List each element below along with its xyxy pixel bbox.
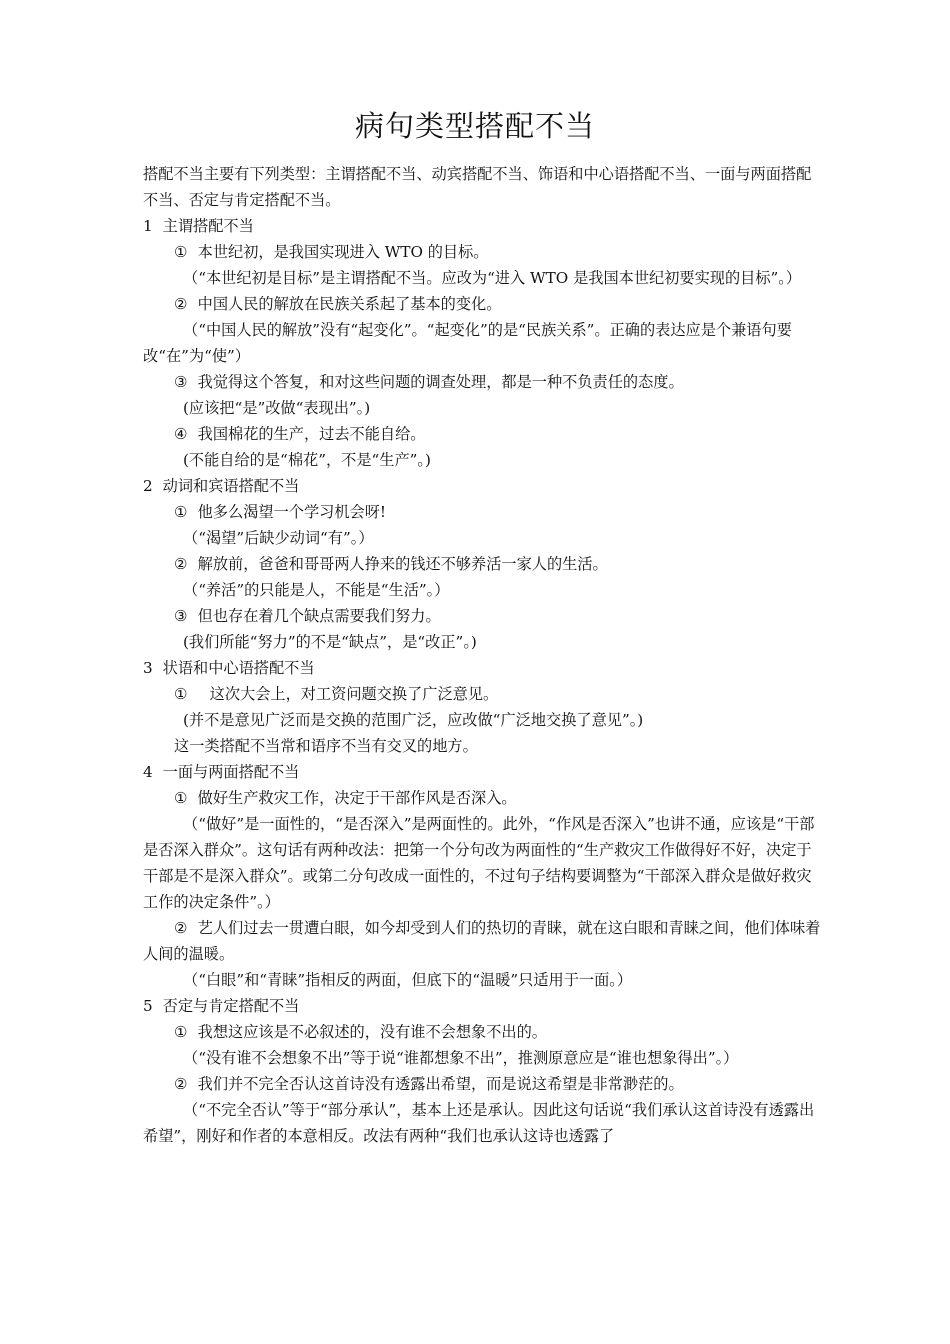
example-text: 中国人民的解放在民族关系起了基本的变化。 xyxy=(197,295,502,313)
section-number: 2 xyxy=(143,477,153,495)
example-1-2 xyxy=(143,291,823,317)
example-mark: ① xyxy=(174,789,188,807)
example-text: 本世纪初，是我国实现进入 WTO 的目标。 xyxy=(197,243,489,261)
example-mark: ② xyxy=(174,295,188,313)
example-1-1 xyxy=(143,239,823,265)
example-text: 解放前，爸爸和哥哥两人挣来的钱还不够养活一家人的生活。 xyxy=(197,555,608,573)
section-heading-1 xyxy=(143,213,823,239)
example-3-1 xyxy=(143,681,823,707)
example-mark: ① xyxy=(174,243,188,261)
note-5-1: （“没有谁不会想象不出”等于说“谁都想象不出”，推测原意应是“谁也想象得出”。） xyxy=(183,1049,739,1067)
intro-paragraph: 搭配不当主要有下列类型：主谓搭配不当、动宾搭配不当、饰语和中心语搭配不当、一面与两面搭配不当、否定与肯定搭配不当。 xyxy=(143,165,812,209)
example-text: 艺人们过去一贯遭白眼，如今却受到人们的热切的青睐，就在这白眼和青睐之间，他们体味着人间的温暖。 xyxy=(143,919,821,963)
section-number: 1 xyxy=(143,217,153,235)
note-1-1: （“本世纪初是目标”是主谓搭配不当。应改为“进入 WTO 是我国本世纪初要实现的目标”。） xyxy=(183,269,802,287)
document-body xyxy=(143,161,823,1149)
example-mark: ① xyxy=(174,1023,188,1041)
example-5-1 xyxy=(143,1019,823,1045)
example-1-3 xyxy=(143,369,823,395)
example-mark: ① xyxy=(174,503,188,521)
note-3-1: (并不是意见广泛而是交换的范围广泛，应改做“广泛地交换了意见”。) xyxy=(183,711,644,729)
example-mark: ② xyxy=(174,1075,188,1093)
example-2-1 xyxy=(143,499,823,525)
note-2-1: （“渴望”后缺少动词“有”。） xyxy=(183,529,374,547)
example-text: 做好生产救灾工作，决定于干部作风是否深入。 xyxy=(197,789,517,807)
example-mark: ④ xyxy=(174,425,188,443)
note-5-2: （“不完全否认”等于“部分承认”，基本上还是承认。因此这句话说“我们承认这首诗没有透露出希望”，刚好和作者的本意相反。改法有两种“我们也承认这诗也透露了 xyxy=(143,1101,815,1145)
example-text: 但也存在着几个缺点需要我们努力。 xyxy=(197,607,441,625)
example-mark: ② xyxy=(174,919,188,937)
example-1-4 xyxy=(143,421,823,447)
section-heading-4 xyxy=(143,759,823,785)
section-title: 状语和中心语搭配不当 xyxy=(162,659,315,677)
example-text: 我觉得这个答复，和对这些问题的调查处理，都是一种不负责任的态度。 xyxy=(197,373,684,391)
note-2-2: （“养活”的只能是人，不能是“生活”。） xyxy=(183,581,450,599)
section-title: 否定与肯定搭配不当 xyxy=(162,997,300,1015)
example-mark: ② xyxy=(174,555,188,573)
note-1-3: (应该把“是”改做“表现出”。) xyxy=(183,399,371,417)
example-text: 我国棉花的生产，过去不能自给。 xyxy=(197,425,426,443)
example-text: 这次大会上，对工资问题交换了广泛意见。 xyxy=(209,685,499,703)
example-mark: ③ xyxy=(174,373,188,391)
example-5-2 xyxy=(143,1071,823,1097)
example-4-2 xyxy=(143,915,823,967)
section-title: 一面与两面搭配不当 xyxy=(162,763,300,781)
note-4-1: （“做好”是一面性的，“是否深入”是两面性的。此外，“作风是否深入”也讲不通，应该是“干部是否深入群众”。这句话有两种改法：把第一个分句改为两面性的“生产救灾工作做得好不好，决定于干部是不是深入群众”。或第二分句改成一面性的，不过句子结构要调整为“干部深入群众是做好救灾工作的决定条件”。） xyxy=(143,815,815,911)
remark-3: 这一类搭配不当常和语序不当有交叉的地方。 xyxy=(174,737,478,755)
section-heading-3 xyxy=(143,655,823,681)
section-title: 动词和宾语搭配不当 xyxy=(162,477,300,495)
section-heading-2 xyxy=(143,473,823,499)
example-mark: ① xyxy=(174,685,188,703)
note-1-2: （“中国人民的解放”没有“起变化”。“起变化”的是“民族关系”。正确的表达应是个兼语句要改“在”为“使”） xyxy=(143,321,792,365)
note-2-3: (我们所能“努力”的不是“缺点”，是“改正”。) xyxy=(183,633,477,651)
example-2-3 xyxy=(143,603,823,629)
example-text: 我想这应该是不必叙述的，没有谁不会想象不出的。 xyxy=(197,1023,547,1041)
section-number: 5 xyxy=(143,997,153,1015)
example-4-1 xyxy=(143,785,823,811)
section-number: 4 xyxy=(143,763,153,781)
page-title: 病句类型搭配不当 xyxy=(354,109,595,143)
example-text: 他多么渴望一个学习机会呀! xyxy=(197,503,386,521)
example-2-2 xyxy=(143,551,823,577)
section-title: 主谓搭配不当 xyxy=(162,217,254,235)
example-mark: ③ xyxy=(174,607,188,625)
note-4-2: （“白眼”和“青睐”指相反的两面，但底下的“温暖”只适用于一面。） xyxy=(183,971,633,989)
section-number: 3 xyxy=(143,659,153,677)
section-heading-5 xyxy=(143,993,823,1019)
note-1-4: (不能自给的是“棉花”，不是“生产”。) xyxy=(183,451,431,469)
example-text: 我们并不完全否认这首诗没有透露出希望，而是说这希望是非常渺茫的。 xyxy=(197,1075,684,1093)
